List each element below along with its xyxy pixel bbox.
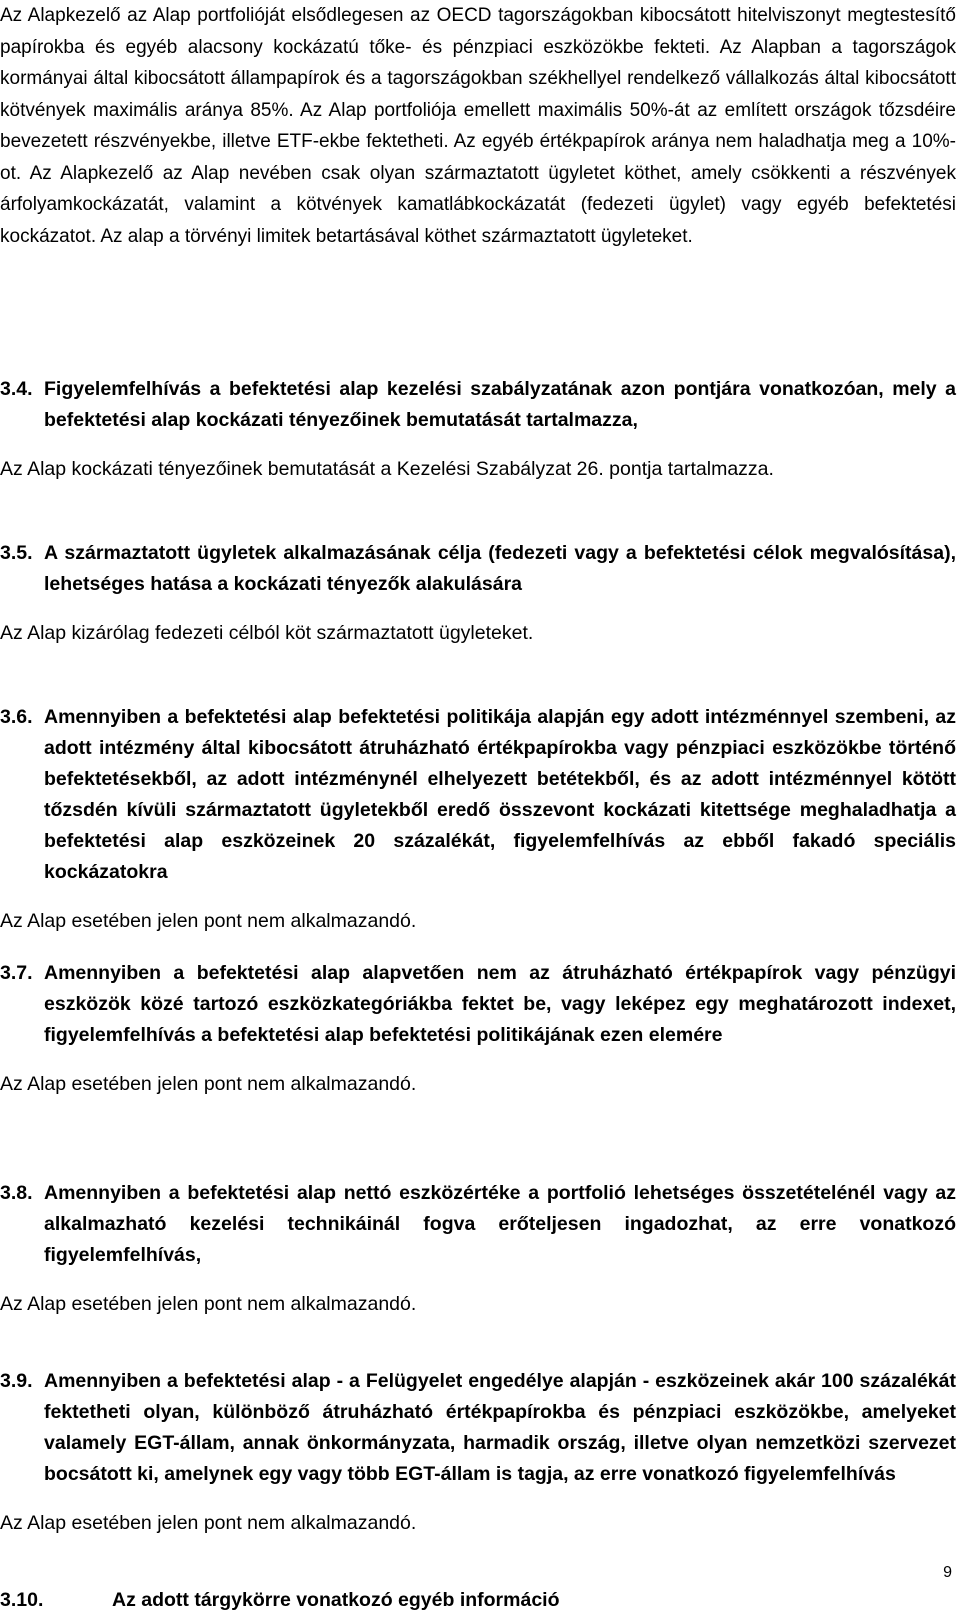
page-number: 9 <box>943 1564 952 1581</box>
section-body: Az Alap kockázati tényezőinek bemutatását a Kezelési Szabályzat 26. pontja tartalmazza. <box>0 458 774 480</box>
section-3-8 <box>0 1178 956 1320</box>
section-heading <box>0 374 956 436</box>
section-body: Az Alap esetében jelen pont nem alkalmazandó. <box>0 1073 417 1095</box>
section-3-5 <box>0 538 956 649</box>
section-number: 3.8. <box>0 1182 33 1204</box>
section-title: A származtatott ügyletek alkalmazásának célja (fedezeti vagy a befektetési célok megvalósítása), lehetséges hatása a kockázati tényezők alakulására <box>44 542 956 595</box>
section-title: Amennyiben a befektetési alap alapvetően nem az átruházható értékpapírok vagy pénzügyi eszközök közé tartozó eszközkategóriákba fektet be, vagy leképez egy meghatározott indexet, figyelemfelhívás a befektetési alap befektetési politikájának ezen elemére <box>44 962 956 1046</box>
section-title: Amennyiben a befektetési alap - a Felügyelet engedélye alapján - eszközeinek akár 100 százalékát fektetheti olyan, különböző átruházható értékpapírokba és pénzpiaci eszközökbe, amelyeket valamely EGT-állam, annak önkormányzata, harmadik ország, illetve olyan nemzetközi szervezet bocsátott ki, amelynek egy vagy több EGT-állam is tagja, az erre vonatkozó figyelemfelhívás <box>44 1370 956 1485</box>
section-body: Az Alap esetében jelen pont nem alkalmazandó. <box>0 910 417 932</box>
section-heading <box>0 1585 956 1616</box>
section-body: Az Alap kizárólag fedezeti célból köt származtatott ügyleteket. <box>0 622 534 644</box>
section-3-9 <box>0 1366 956 1539</box>
section-number: 3.9. <box>0 1370 33 1392</box>
section-number: 3.5. <box>0 542 33 564</box>
section-title: Az adott tárgykörre vonatkozó egyéb információ <box>112 1589 560 1611</box>
section-title: Amennyiben a befektetési alap befektetési politikája alapján egy adott intézménnyel szembeni, az adott intézmény által kibocsátott átruházható értékpapírokba vagy pénzpiaci eszközökbe történő befektetésekből, az adott intézménynél elhelyezett betétekből, és az adott intézménnyel kötött tőzsdén kívüli származtatott ügyletekből eredő összevont kockázati kitettsége meghaladhatja a befektetési alap eszközeinek 20 százalékát, figyelemfelhívás az ebből fakadó speciális kockázatokra <box>44 706 956 883</box>
section-title: Amennyiben a befektetési alap nettó eszközértéke a portfolió lehetséges összetételénél vagy az alkalmazható kezelési technikáinál fogva erőteljesen ingadozhat, az erre vonatkozó figyelemfelhívás, <box>44 1182 956 1266</box>
section-number: 3.7. <box>0 962 33 984</box>
section-heading <box>0 702 956 888</box>
section-body: Az Alap esetében jelen pont nem alkalmazandó. <box>0 1293 417 1315</box>
section-heading <box>0 1366 956 1490</box>
section-heading <box>0 538 956 600</box>
section-heading <box>0 1178 956 1271</box>
section-title: Figyelemfelhívás a befektetési alap kezelési szabályzatának azon pontjára vonatkozóan, mely a befektetési alap kockázati tényezőinek bemutatását tartalmazza, <box>44 378 956 431</box>
section-number: 3.6. <box>0 706 33 728</box>
section-number: 3.4. <box>0 378 33 400</box>
section-heading <box>0 958 956 1051</box>
section-3-4 <box>0 374 956 485</box>
section-number: 3.10. <box>0 1589 44 1611</box>
intro-text-b: Az Alap portfoliója emellett maximális 50%-át az említett országok tőzsdéire bevezetett részvényekbe, illetve ETF-ekbe fektetheti. Az egyéb értékpapírok aránya nem haladhatja meg a 10%-ot. Az Alapkezelő az Alap nevében csak olyan származtatott ügyletet köthet, amely csökkenti a részvények árfolyamkockázatát, valamint a kötvények kamatlábkockázatát (fedezeti ügylet) vagy egyéb befektetési kockázatot. Az alap a törvényi limitek betartásával köthet származtatott ügyleteket. <box>0 99 956 247</box>
section-body: Az Alap esetében jelen pont nem alkalmazandó. <box>0 1512 417 1534</box>
section-3-10 <box>0 1585 956 1616</box>
intro-text-a: Az Alapkezelő az Alap portfolióját elsődlegesen az OECD tagországokban kibocsátott hitelviszonyt megtestesítő papírokba és egyéb alacsony kockázatú tőke- és pénzpiaci eszközökbe fekteti. Az Alapban a tagországok kormányai által kibocsátott állampapírok és a tagországokban székhellyel rendelkező vállalkozás által kibocsátott kötvények maximális aránya 85%. <box>0 5 956 121</box>
section-3-6 <box>0 702 956 937</box>
section-3-7 <box>0 958 956 1100</box>
intro-paragraph <box>0 0 956 252</box>
